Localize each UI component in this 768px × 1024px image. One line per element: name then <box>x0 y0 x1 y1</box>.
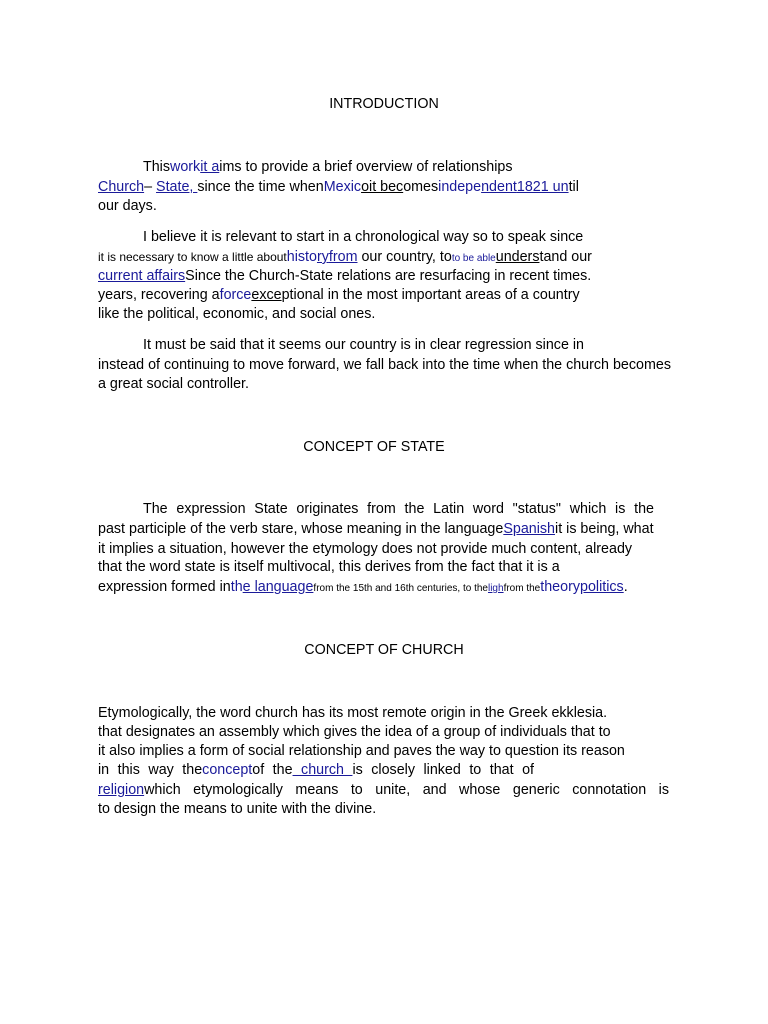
link-becomes[interactable]: oit bec <box>361 179 404 195</box>
state-line-5: expression formed inthe languagefrom the 15th and 16th centuries, to thelighfrom thetheorypolitics. <box>98 579 628 595</box>
link-mexico[interactable]: Mexic <box>323 179 362 195</box>
church-line-1: Etymologically, the word church has its most remote origin in the Greek ekklesia. <box>98 705 608 721</box>
link-force[interactable]: force <box>219 287 252 303</box>
link-state[interactable]: State, <box>156 179 198 195</box>
link-theory[interactable]: theory <box>540 579 580 595</box>
link-current-affairs[interactable]: current affairs <box>98 268 186 284</box>
link-church-2[interactable]: church <box>292 762 353 778</box>
link-concept[interactable]: concept <box>202 762 253 778</box>
state-line-1: The expression State originates from the Latin word "status" which is the <box>143 501 654 517</box>
intro-p3-line-1: It must be said that it seems our country is in clear regression since in <box>143 337 585 353</box>
intro-p1-line-2: Church– State, since the time whenMexicoit becomesindependent1821 until <box>98 179 579 195</box>
link-light[interactable]: ligh <box>487 583 504 594</box>
link-exceptional[interactable]: exce <box>251 287 282 303</box>
link-spanish[interactable]: Spanish <box>503 521 556 537</box>
church-line-6: to design the means to unite with the divine. <box>98 801 377 817</box>
link-church[interactable]: Church <box>98 179 145 195</box>
link-history[interactable]: histo <box>286 249 317 265</box>
link-to-be-able[interactable]: to be able <box>451 253 496 264</box>
state-line-4: that the word state is itself multivocal, this derives from the fact that it is a <box>98 559 560 575</box>
heading-introduction: INTRODUCTION <box>329 96 439 112</box>
heading-concept-of-state: CONCEPT OF STATE <box>303 439 445 455</box>
link-independent-2[interactable]: ndent <box>481 179 517 195</box>
intro-p2-line-4: years, recovering aforceexceptional in the most important areas of a country <box>98 287 580 303</box>
intro-p1-line-1: Thisworkit aims to provide a brief overview of relationships <box>143 159 513 175</box>
intro-p3-line-3: a great social controller. <box>98 376 249 392</box>
link-work[interactable]: work <box>170 159 201 175</box>
intro-p2-line-5: like the political, economic, and social ones. <box>98 306 376 322</box>
heading-concept-of-church: CONCEPT OF CHURCH <box>304 642 464 658</box>
link-history-2[interactable]: ry <box>316 249 329 265</box>
state-line-3: it implies a situation, however the etymology does not provide much content, already <box>98 541 633 557</box>
link-from[interactable]: from <box>328 249 358 265</box>
church-line-5: religionwhich etymologically means to unite, and whose generic connotation is <box>98 782 669 798</box>
church-line-3: it also implies a form of social relationship and paves the way to question its reason <box>98 743 625 759</box>
intro-p2-line-2: it is necessary to know a little abouthistoryfrom our country, toto be ableunderstand our <box>98 249 592 265</box>
church-line-2: that designates an assembly which gives the idea of a group of individuals that to <box>98 724 611 740</box>
link-1821[interactable]: 1821 un <box>516 179 569 195</box>
link-understand[interactable]: unders <box>495 249 540 265</box>
link-it[interactable]: it a <box>200 159 220 175</box>
intro-p2-line-3: current affairsSince the Church-State relations are resurfacing in recent times. <box>98 268 592 284</box>
intro-p2-line-1: I believe it is relevant to start in a chronological way so to speak since <box>143 229 584 245</box>
intro-p1-line-3: our days. <box>98 198 157 214</box>
link-politics[interactable]: politics <box>580 579 624 595</box>
church-line-4: in this way theconceptof the church is closely linked to that of <box>98 762 535 778</box>
link-independent[interactable]: indepe <box>438 179 482 195</box>
link-the-language-2[interactable]: e language <box>242 579 314 595</box>
state-line-2: past participle of the verb stare, whose meaning in the languageSpanishit is being, what <box>98 521 654 537</box>
link-religion[interactable]: religion <box>98 782 145 798</box>
intro-p3-line-2: instead of continuing to move forward, we fall back into the time when the church becomes <box>98 357 671 373</box>
link-the-language[interactable]: th <box>230 579 243 595</box>
